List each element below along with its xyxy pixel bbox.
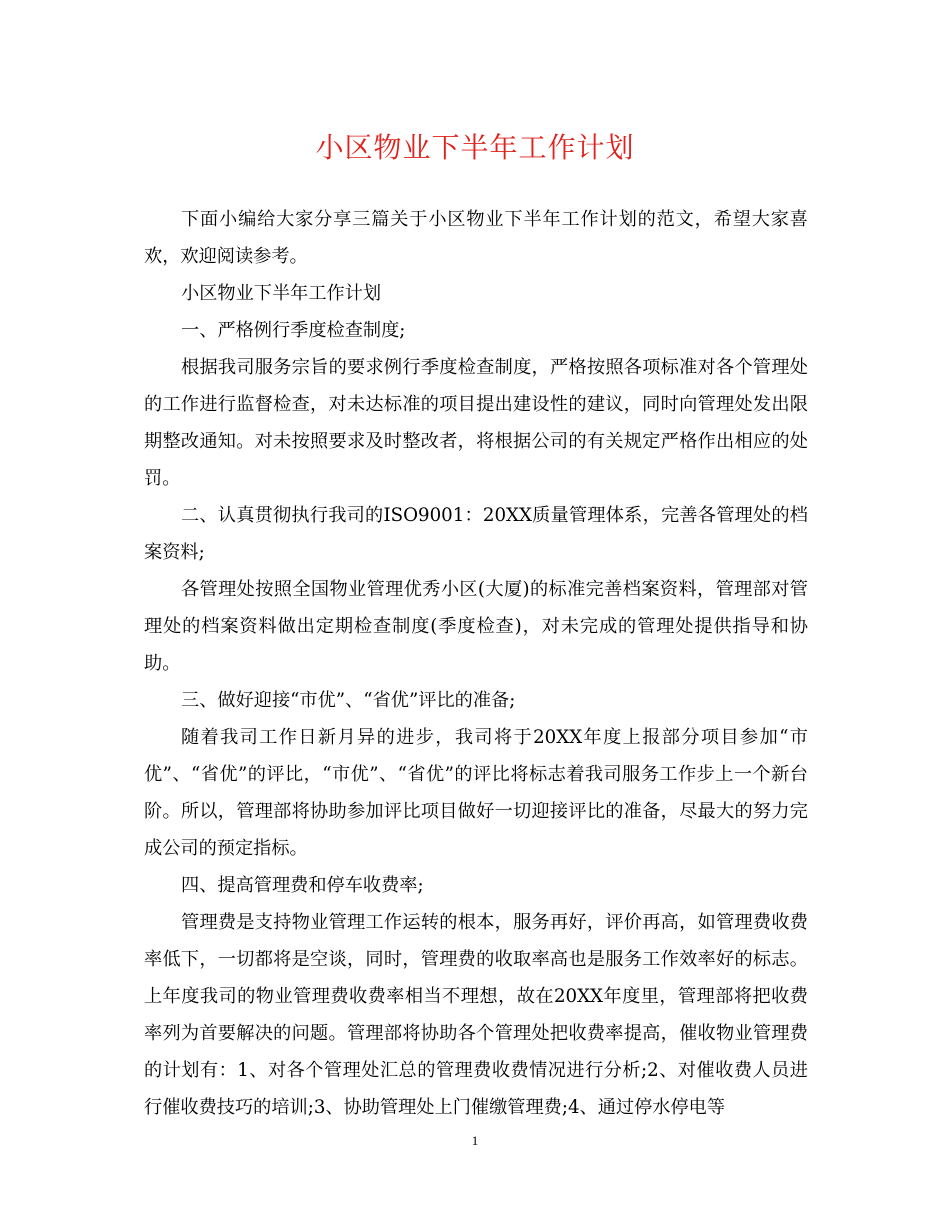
section-heading-3: 三、做好迎接“市优”、“省优”评比的准备; xyxy=(181,690,516,711)
paragraph-subtitle: 小区物业下半年工作计划 xyxy=(181,283,382,304)
document-body xyxy=(144,201,808,1126)
paragraph-section-1: 根据我司服务宗旨的要求例行季度检查制度，严格按照各项标准对各个管理处的工作进行监督检查，对未达标准的项目提出建设性的建议，同时向管理处发出限期整改通知。对未按照要求及时整改者，将根据公司的有关规定严格作出相应的处罚。 xyxy=(144,357,808,489)
document-title: 小区物业下半年工作计划 xyxy=(315,131,635,164)
paragraph-section-2: 各管理处按照全国物业管理优秀小区(大厦)的标准完善档案资料，管理部对管理处的档案资料做出定期检查制度(季度检查)，对未完成的管理处提供指导和协助。 xyxy=(144,579,808,674)
paragraph-intro: 下面小编给大家分享三篇关于小区物业下半年工作计划的范文，希望大家喜欢，欢迎阅读参考。 xyxy=(144,209,808,267)
section-heading-2: 二、认真贯彻执行我司的ISO9001：20XX质量管理体系，完善各管理处的档案资料; xyxy=(144,505,808,563)
paragraph-section-3: 随着我司工作日新月异的进步，我司将于20XX年度上报部分项目参加“市优”、“省优”的评比，“市优”、“省优”的评比将标志着我司服务工作步上一个新台阶。所以，管理部将协助参加评比项目做好一切迎接评比的准备，尽最大的努力完成公司的预定指标。 xyxy=(144,727,808,859)
section-heading-1: 一、严格例行季度检查制度; xyxy=(181,320,406,341)
paragraph-section-4: 管理费是支持物业管理工作运转的根本，服务再好，评价再高，如管理费收费率低下，一切都将是空谈，同时，管理费的收取率高也是服务工作效率好的标志。上年度我司的物业管理费收费率相当不理想，故在20XX年度里，管理部将把收费率列为首要解决的问题。管理部将协助各个管理处把收费率提高，催收物业管理费的计划有：1、对各个管理处汇总的管理费收费情况进行分析;2、对催收费人员进行催收费技巧的培训;3、协助管理处上门催缴管理费;4、通过停水停电等 xyxy=(144,912,808,1118)
page-number: 1 xyxy=(471,1133,479,1148)
section-heading-4: 四、提高管理费和停车收费率; xyxy=(181,875,424,896)
